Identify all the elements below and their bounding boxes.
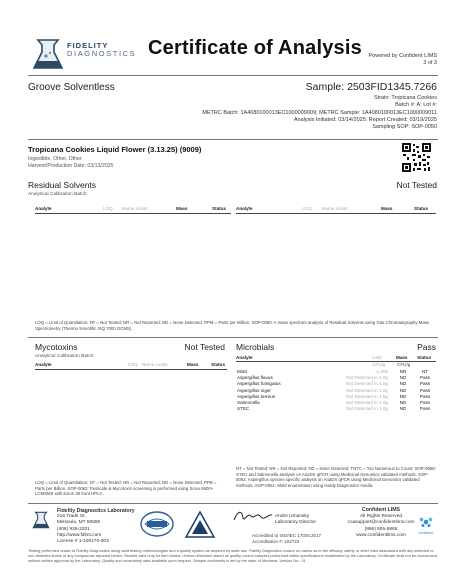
- analysis-dates: Analysis Initiated: 03/14/2025; Report Created: 03/19/2025: [293, 116, 437, 123]
- lab-name-line1: FIDELITY: [67, 41, 109, 50]
- microbial-mass: ND: [399, 393, 407, 399]
- footer-lab-name: Fidelity Diagnostics Laboratory: [57, 508, 135, 514]
- microbial-analyte: Mold: [237, 368, 247, 374]
- accreditation-block: [252, 533, 321, 545]
- lims-phone: (866) 506-5866: [364, 526, 398, 532]
- microbial-status: Pass: [419, 374, 431, 380]
- lims-web[interactable]: www.confidentlims.com: [356, 533, 406, 539]
- microbial-limit: Not Detected in 1.0g: [346, 387, 388, 393]
- header-rule: [28, 75, 438, 76]
- microbial-status: Pass: [419, 381, 431, 387]
- microbials-note: NT = Not Tested; NR = Not Reported; ND = None Detected; TNTC = Too Numerous to Count; SOP-0058: STEC and Salmonella analysis on AriaDX qPCR using Medicinal Genomics validated methods. SOP-0063: Aspergillus species specific analysis on AriaDX qPCR using Medicinal Genomics validated methods. SOP-0061: Mold enumeration using Hardy Diagnostics media.: [236, 466, 436, 488]
- lims-name: Confident LIMS: [361, 507, 401, 513]
- document-title: Certificate of Analysis: [148, 37, 362, 59]
- microbials-status: Pass: [417, 342, 436, 352]
- microbial-limit: Not Detected in 1.0g: [346, 400, 388, 406]
- batch: Batch #: A; Lot #:: [395, 102, 437, 109]
- product-meta: [28, 156, 113, 170]
- footer-address1: 216 Trade St.: [57, 514, 86, 520]
- footer-phone: (406) 926-2201: [57, 526, 90, 532]
- header-right: [369, 53, 437, 67]
- strain: Strain: Tropicana Cookies: [374, 95, 437, 101]
- microbial-status: Pass: [419, 387, 431, 393]
- confident-logo-icon: [414, 513, 438, 542]
- mycotoxins-batch-label: Analytical Calibration Batch:: [35, 354, 95, 359]
- rs-col-analyte-2: Analyte: [236, 206, 253, 211]
- client-name: Groove Solventless: [28, 82, 115, 93]
- microbial-mass: NR: [399, 368, 407, 374]
- microbials-table: [236, 368, 436, 412]
- rs-col-mass-2: Mass: [381, 206, 393, 211]
- page-number: 3 of 3: [423, 60, 437, 66]
- product-name: Tropicana Cookies Liquid Flower (3.13.25) (9009): [28, 145, 202, 154]
- rs-col-loq-2: LOQ: [302, 206, 312, 211]
- lab-wordmark: [67, 42, 136, 58]
- rs-col-analyte-1: Analyte: [35, 206, 52, 211]
- residual-batch-label: Analytical Calibration Batch:: [28, 192, 88, 197]
- disclaimer: Testing performed onsite at Fidelity Diagnostics using valid testing methodologies and a quality system as required by state law. Fidelity Diagnostics makes no claims as to the efficacy, safety or other risks associated with any detected or non-detected levels of any compounds reported herein. Results valid only for item tested. Unless otherwise stated all quality control samples performed within specifications established by the Laboratory. Certificate shall not be reproduced, without written approval by the Laboratory. Quality and uncertainty data available upon request. Sample conformity is set by the state of Montana, Version No.: 01: [28, 548, 438, 563]
- footer-lab-info: [57, 508, 135, 545]
- myco-col-analyte: Analyte: [35, 362, 52, 367]
- footer-rule: [28, 503, 438, 504]
- microbial-status: NT: [421, 368, 429, 374]
- myco-col-status: Status: [211, 362, 226, 367]
- a2la-seal-icon: [185, 511, 215, 544]
- sample-meta: [202, 95, 437, 131]
- rs-rule-left: [35, 213, 231, 214]
- microbials-title: Microbials: [236, 342, 275, 352]
- residual-solvents-title: Residual Solvents: [28, 180, 97, 190]
- rs-rule-right: [236, 213, 436, 214]
- signer-name: Andre Umansky: [275, 514, 310, 519]
- microbial-analyte: STEC: [237, 406, 250, 412]
- microbial-analyte: Salmonella: [237, 400, 260, 406]
- microbial-limit: Not Detected in 1.0g: [346, 374, 388, 380]
- footer-license: License # 1-100170-003: [57, 539, 109, 545]
- micro-unit-mass: CFU/g: [397, 362, 411, 367]
- microbial-status: Pass: [419, 393, 431, 399]
- microbial-analyte: Aspergillus fumigatus: [237, 381, 281, 387]
- microbial-limit: 1,000: [376, 368, 388, 374]
- myco-col-limits: Name Limits: [142, 362, 168, 367]
- rs-col-status-2: Status: [414, 206, 429, 211]
- residual-status: Not Tested: [396, 180, 437, 190]
- microbial-analyte: Aspergillus terreus: [237, 393, 276, 399]
- microbial-limit: Not Detected in 1.0g: [346, 381, 388, 387]
- mycotoxins-title: Mycotoxins: [35, 342, 78, 352]
- product-type: Ingestible, Other, Other: [28, 156, 82, 162]
- footer-address2: Missoula, MT 59808: [57, 520, 101, 526]
- micro-col-limit: Limit: [372, 355, 382, 360]
- qr-code-icon[interactable]: [402, 143, 431, 172]
- iso-accreditation: Accredited to ISO/IEC 17025:2017: [252, 533, 322, 538]
- micro-col-analyte: Analyte: [236, 355, 253, 360]
- mycotoxins-status: Not Tested: [184, 342, 225, 352]
- signature-icon: [232, 508, 274, 529]
- myco-col-mass: Mass: [187, 362, 199, 367]
- microbial-analyte: Aspergillus niger: [237, 387, 271, 393]
- microbial-mass: ND: [399, 406, 407, 412]
- table-row: [236, 406, 436, 412]
- ilac-mra-seal-icon: [140, 511, 174, 542]
- confident-logo-text: confident: [418, 531, 434, 535]
- lims-block: [346, 507, 416, 540]
- microbial-mass: ND: [399, 374, 407, 380]
- micro-col-status: Status: [417, 355, 432, 360]
- sample-id: Sample: 2503FID1345.7266: [305, 81, 437, 93]
- footer-web[interactable]: http://www.fdlmt.com: [57, 532, 102, 538]
- myco-rule: [35, 369, 227, 370]
- microbial-limit: Not Detected in 1.0g: [346, 393, 388, 399]
- microbial-status: Pass: [419, 406, 431, 412]
- signer-title: Laboratory Director: [275, 520, 317, 526]
- flask-footer-icon: [30, 510, 52, 535]
- powered-by: Powered by Confident LIMS: [368, 53, 437, 59]
- section-rule: [28, 337, 438, 338]
- sample-rule: [28, 139, 438, 140]
- metrc: METRC Batch: 1A4080100013EC1000009009; METRC Sample: 1A4080100013EC1000009011: [202, 109, 437, 116]
- microbial-status: Pass: [419, 400, 431, 406]
- myco-col-loq: LOQ: [128, 362, 138, 367]
- microbial-mass: ND: [399, 387, 407, 393]
- microbial-analyte: Aspergillus flavus: [237, 374, 273, 380]
- microbial-mass: ND: [399, 381, 407, 387]
- accreditation-number: Accreditation #: 102722: [252, 539, 300, 544]
- micro-unit-limit: CFU/g: [372, 362, 386, 367]
- lims-email[interactable]: coasupport@confidentlims.com: [347, 520, 415, 526]
- microbial-mass: ND: [399, 400, 407, 406]
- microbial-limit: Not Detected in 1.0g: [346, 406, 388, 412]
- lab-name-line2: DIAGNOSTICS: [67, 49, 137, 58]
- sampling-sop: Sampling SOP: SOP-0050: [372, 124, 437, 131]
- signer-block: [275, 514, 316, 527]
- harvest-date: Harvest/Production Date: 03/13/2025: [28, 163, 114, 169]
- rs-col-limits-2: Name Limits: [322, 206, 348, 211]
- flask-logo-icon: [28, 36, 68, 72]
- rs-col-status-1: Status: [212, 206, 227, 211]
- residual-note: LOQ = Limit of Quantitation; NT = Not Tested; NR = Not Reported; ND = None Detected. PPM = Parts per Million. SOP-0060: A mass spectrum analysis of Residual Solvents using Gas Chromatography Mass Spectrometry (Thermo Scientific ISQ 7000 GCMS).: [35, 320, 430, 331]
- rs-col-limits-1: Name Limits: [122, 206, 148, 211]
- mycotoxins-note: LOQ = Limit of Quantitation; NT = Not Tested; NR = Not Reported; ND = None Detected. PPB = Parts per Billion. SOP-0062: Pesticide & Mycotoxin screening is performed using Sciex 6500+ LCMSMS with Exion 30 front HPLC.: [35, 480, 217, 497]
- micro-col-mass: Mass: [396, 355, 408, 360]
- rs-col-mass-1: Mass: [176, 206, 188, 211]
- lims-rights: All Rights Reserved: [359, 513, 403, 519]
- rs-col-loq-1: LOQ: [103, 206, 113, 211]
